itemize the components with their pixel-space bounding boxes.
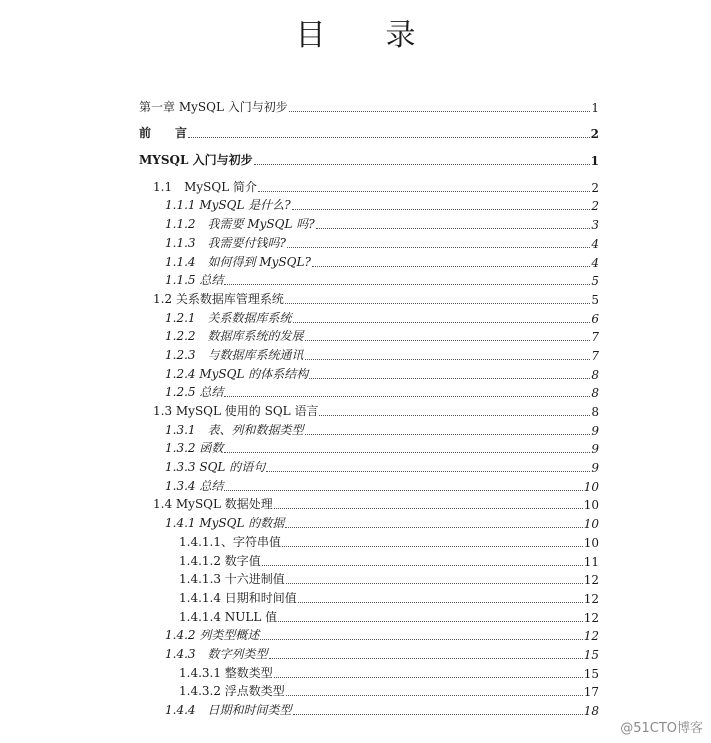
toc-entry-title: 1.1.5 总结 [165, 273, 224, 288]
page-title-char-1: 目 [295, 18, 326, 53]
toc-entry[interactable] [139, 419, 599, 438]
spacer [139, 115, 599, 123]
toc-entry[interactable] [139, 96, 599, 115]
toc-entry[interactable] [139, 494, 599, 513]
toc-entry-page: 9 [591, 423, 599, 438]
toc-entry-title: 1.4.1.4 日期和时间值 [179, 590, 297, 605]
toc-entry[interactable] [139, 400, 599, 419]
page-title [0, 10, 711, 54]
toc-entry[interactable] [139, 662, 599, 681]
toc-entry-title: 1.1.2 我需要 MySQL 吗? [165, 217, 315, 232]
toc-entry-page: 10 [583, 498, 599, 513]
toc-entry-title: 1.4 MySQL 数据处理 [153, 497, 273, 512]
toc-dot-leader [224, 284, 590, 285]
toc-dot-leader [293, 322, 591, 323]
spacer [139, 168, 599, 176]
toc-dot-leader [282, 546, 583, 547]
toc-entry[interactable] [139, 512, 599, 531]
toc-entry-title: 前 言 [139, 126, 188, 141]
toc-entry[interactable] [139, 232, 599, 251]
toc-dot-leader [224, 452, 590, 453]
toc-entry-page: 9 [591, 442, 599, 457]
toc-dot-leader [266, 471, 590, 472]
toc-entry-page: 8 [591, 405, 599, 419]
toc-dot-leader [305, 340, 591, 341]
toc-entry-page: 7 [591, 348, 599, 363]
toc-dot-leader [254, 164, 590, 165]
toc-dot-leader [258, 191, 590, 192]
toc-entry-page: 1 [591, 100, 599, 115]
toc-entry[interactable] [139, 587, 599, 606]
toc-entry-title: 1.2.1 关系数据库系统 [165, 310, 292, 325]
toc-entry-page: 10 [583, 535, 599, 550]
toc-entry-title: 1.3.3 SQL 的语句 [165, 460, 266, 475]
spacer [139, 141, 599, 149]
toc-entry-title: 1.4.1 MySQL 的数据 [165, 516, 285, 531]
page-title-char-2: 录 [385, 18, 416, 53]
toc-entry[interactable] [139, 550, 599, 569]
toc-entry-page: 12 [583, 629, 599, 644]
toc-entry[interactable] [139, 326, 599, 345]
toc-entry-page: 5 [591, 274, 599, 289]
toc-dot-leader [278, 621, 583, 622]
table-of-contents [139, 96, 599, 718]
toc-entry-title: 1.2.4 MySQL 的体系结构 [165, 366, 309, 381]
toc-entry-title: 1.1.3 我需要付钱吗? [165, 235, 286, 250]
toc-entry-title: 1.4.3.1 整数类型 [179, 665, 273, 680]
toc-entry-title: 1.3.2 函数 [165, 441, 224, 456]
toc-entry-title: 1.3.4 总结 [165, 478, 224, 493]
toc-entry-page: 9 [591, 461, 599, 476]
toc-dot-leader [262, 565, 583, 566]
toc-dot-leader [292, 209, 591, 210]
toc-entry-page: 10 [583, 517, 599, 532]
toc-dot-leader [286, 583, 583, 584]
toc-entry[interactable] [139, 270, 599, 289]
toc-entry-page: 8 [591, 386, 599, 401]
toc-entry-title: 1.1.1 MySQL 是什么? [165, 198, 291, 213]
toc-entry-page: 3 [591, 218, 599, 233]
toc-entry-title: MYSQL 入门与初步 [139, 153, 253, 168]
toc-entry-page: 12 [583, 610, 599, 625]
toc-entry-title: 1.3.1 表、列和数据类型 [165, 422, 304, 437]
watermark: @51CTO博客 [620, 721, 703, 736]
toc-entry-title: 1.4.3 数字列类型 [165, 646, 268, 661]
toc-entry-page: 4 [591, 236, 599, 251]
toc-dot-leader [188, 137, 590, 138]
toc-entry-title: 1.4.3.2 浮点数类型 [179, 684, 285, 699]
toc-entry-page: 4 [591, 255, 599, 270]
toc-entry-page: 12 [583, 591, 599, 606]
toc-dot-leader [312, 266, 590, 267]
toc-entry-page: 5 [591, 292, 599, 307]
toc-entry-title: 1.1 MySQL 简介 [153, 179, 257, 194]
toc-entry-title: 1.4.1.3 十六进制值 [179, 572, 285, 587]
toc-dot-leader [269, 658, 583, 659]
toc-entry-title: 1.4.1.2 数字值 [179, 553, 261, 568]
toc-entry-title: 1.2.2 数据库系统的发展 [165, 329, 304, 344]
toc-entry[interactable] [139, 195, 599, 214]
toc-entry[interactable] [139, 363, 599, 382]
toc-entry-page: 15 [583, 666, 599, 681]
toc-dot-leader [287, 247, 590, 248]
toc-dot-leader [274, 677, 583, 678]
toc-entry[interactable] [139, 344, 599, 363]
toc-entry[interactable] [139, 176, 599, 195]
toc-entry[interactable] [139, 288, 599, 307]
toc-entry[interactable] [139, 438, 599, 457]
toc-dot-leader [285, 303, 590, 304]
toc-entry[interactable] [139, 382, 599, 401]
toc-entry-page: 15 [583, 647, 599, 662]
toc-entry[interactable] [139, 699, 599, 718]
toc-entry[interactable] [139, 149, 599, 168]
toc-dot-leader [309, 378, 590, 379]
toc-entry-page: 12 [583, 573, 599, 588]
toc-entry-page: 6 [591, 311, 599, 326]
toc-entry[interactable] [139, 643, 599, 662]
toc-dot-leader [289, 111, 591, 112]
toc-entry-page: 8 [591, 367, 599, 382]
toc-dot-leader [224, 490, 582, 491]
toc-entry[interactable] [139, 456, 599, 475]
toc-entry-title: 1.4.1.4 NULL 值 [179, 609, 278, 624]
toc-entry[interactable] [139, 123, 599, 142]
toc-entry-page: 17 [583, 685, 599, 700]
toc-entry-title: 1.4.1.1、字符串值 [179, 534, 281, 549]
toc-dot-leader [316, 228, 591, 229]
toc-dot-leader [293, 714, 583, 715]
toc-entry-title: 1.1.4 如何得到 MySQL? [165, 254, 311, 269]
toc-entry-page: 7 [591, 330, 599, 345]
toc-entry-page: 2 [591, 180, 599, 195]
toc-entry-title: 1.3 MySQL 使用的 SQL 语言 [153, 404, 319, 418]
toc-entry[interactable] [139, 213, 599, 232]
toc-dot-leader [305, 434, 591, 435]
toc-entry[interactable] [139, 531, 599, 550]
toc-entry[interactable] [139, 606, 599, 625]
toc-entry-page: 2 [591, 199, 599, 214]
toc-entry-page: 18 [583, 704, 599, 718]
toc-entry-title: 第一章 MySQL 入门与初步 [139, 99, 288, 114]
toc-entry[interactable] [139, 307, 599, 326]
toc-dot-leader [298, 602, 583, 603]
toc-entry[interactable] [139, 625, 599, 644]
toc-dot-leader [260, 639, 582, 640]
toc-entry-title: 1.4.2 列类型概述 [165, 628, 260, 643]
toc-entry-title: 1.4.4 日期和时间类型 [165, 703, 292, 717]
toc-entry-page: 11 [583, 554, 599, 569]
toc-entry-page: 1 [590, 154, 599, 169]
toc-entry-page: 2 [590, 127, 599, 142]
toc-dot-leader [286, 695, 583, 696]
toc-entry[interactable] [139, 475, 599, 494]
toc-entry-page: 10 [583, 479, 599, 494]
toc-dot-leader [274, 508, 583, 509]
toc-entry[interactable] [139, 681, 599, 700]
toc-entry[interactable] [139, 569, 599, 588]
toc-dot-leader [285, 527, 582, 528]
toc-entry-title: 1.2.3 与数据库系统通讯 [165, 347, 304, 362]
toc-dot-leader [305, 359, 591, 360]
toc-entry-title: 1.2 关系数据库管理系统 [153, 291, 284, 306]
toc-entry-title: 1.2.5 总结 [165, 385, 224, 400]
toc-dot-leader [224, 396, 590, 397]
toc-entry[interactable] [139, 251, 599, 270]
toc-dot-leader [319, 415, 590, 416]
